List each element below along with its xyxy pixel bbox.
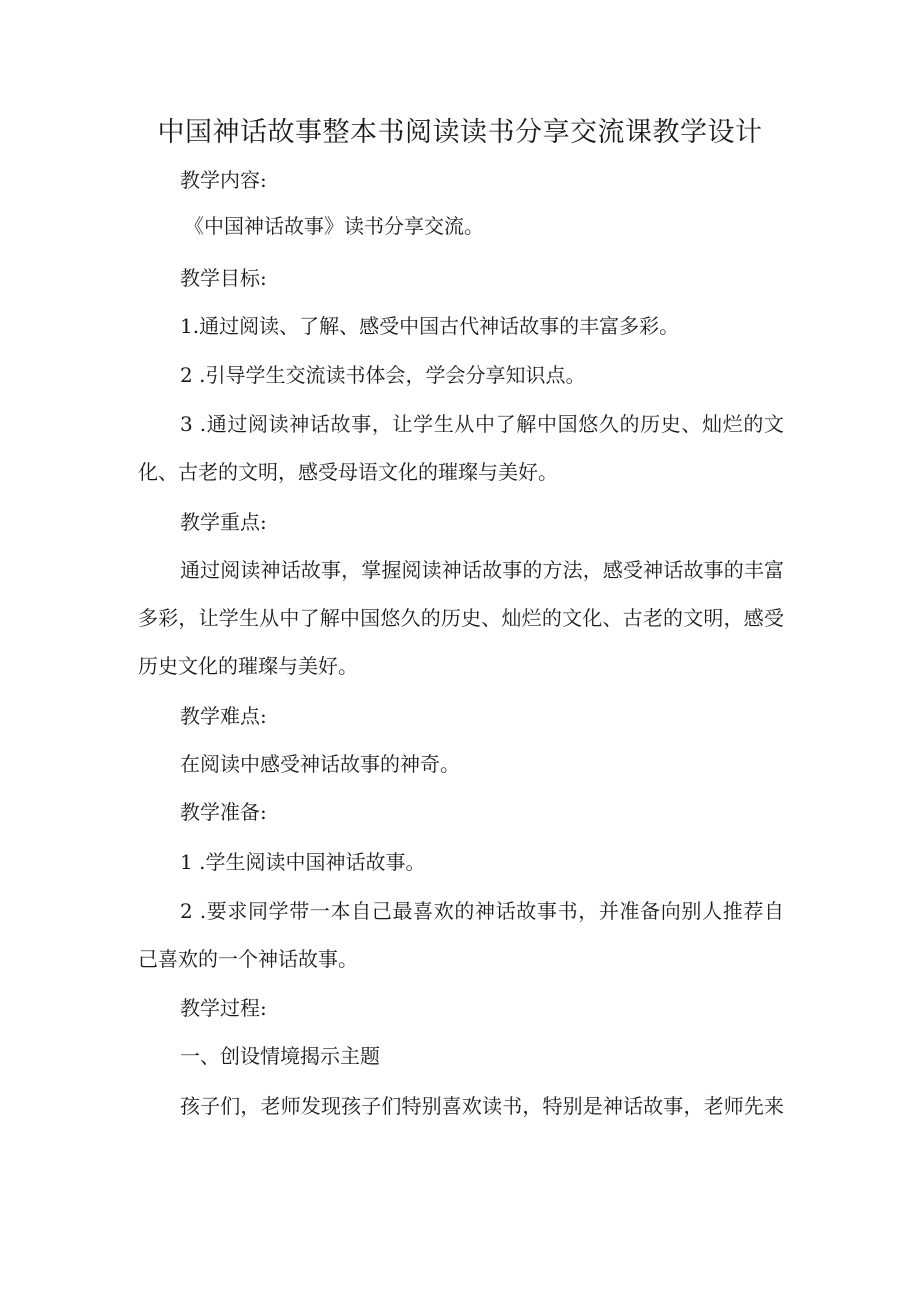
- heading-teaching-goals: 教学目标:: [180, 266, 267, 290]
- paragraph-line: 历史文化的璀璨与美好。: [138, 654, 358, 678]
- paragraph-line: 《中国神话故事》读书分享交流。: [184, 214, 484, 238]
- heading-preparation: 教学准备:: [180, 800, 267, 824]
- list-item-goal-3: 3 .通过阅读神话故事，让学生从中了解中国悠久的历史、灿烂的文: [180, 412, 784, 436]
- list-item-goal-2: 2 .引导学生交流读书体会，学会分享知识点。: [180, 363, 586, 387]
- heading-difficulties: 教学难点:: [180, 704, 267, 728]
- paragraph-line: 孩子们，老师发现孩子们特别喜欢读书，特别是神话故事，老师先来: [180, 1094, 784, 1118]
- list-item-prep-2: 2 .要求同学带一本自己最喜欢的神话故事书，并准备向别人推荐自: [180, 899, 784, 923]
- section-heading-1: 一、创设情境揭示主题: [180, 1044, 380, 1068]
- heading-teaching-content: 教学内容:: [180, 168, 267, 192]
- paragraph-line: 通过阅读神话故事，掌握阅读神话故事的方法，感受神话故事的丰富: [180, 558, 784, 582]
- heading-process: 教学过程:: [180, 996, 267, 1020]
- paragraph-line: 化、古老的文明，感受母语文化的璀璨与美好。: [138, 460, 558, 484]
- list-item-prep-1: 1 .学生阅读中国神话故事。: [180, 850, 426, 874]
- list-item-goal-1: 1.通过阅读、了解、感受中国古代神话故事的丰富多彩。: [180, 314, 680, 338]
- paragraph-line: 多彩，让学生从中了解中国悠久的历史、灿烂的文化、古老的文明，感受: [138, 606, 784, 630]
- paragraph-line: 己喜欢的一个神话故事。: [138, 947, 358, 971]
- document-title: 中国神话故事整本书阅读读书分享交流课教学设计: [157, 117, 763, 148]
- paragraph-line: 在阅读中感受神话故事的神奇。: [180, 752, 460, 776]
- heading-key-points: 教学重点:: [180, 510, 267, 534]
